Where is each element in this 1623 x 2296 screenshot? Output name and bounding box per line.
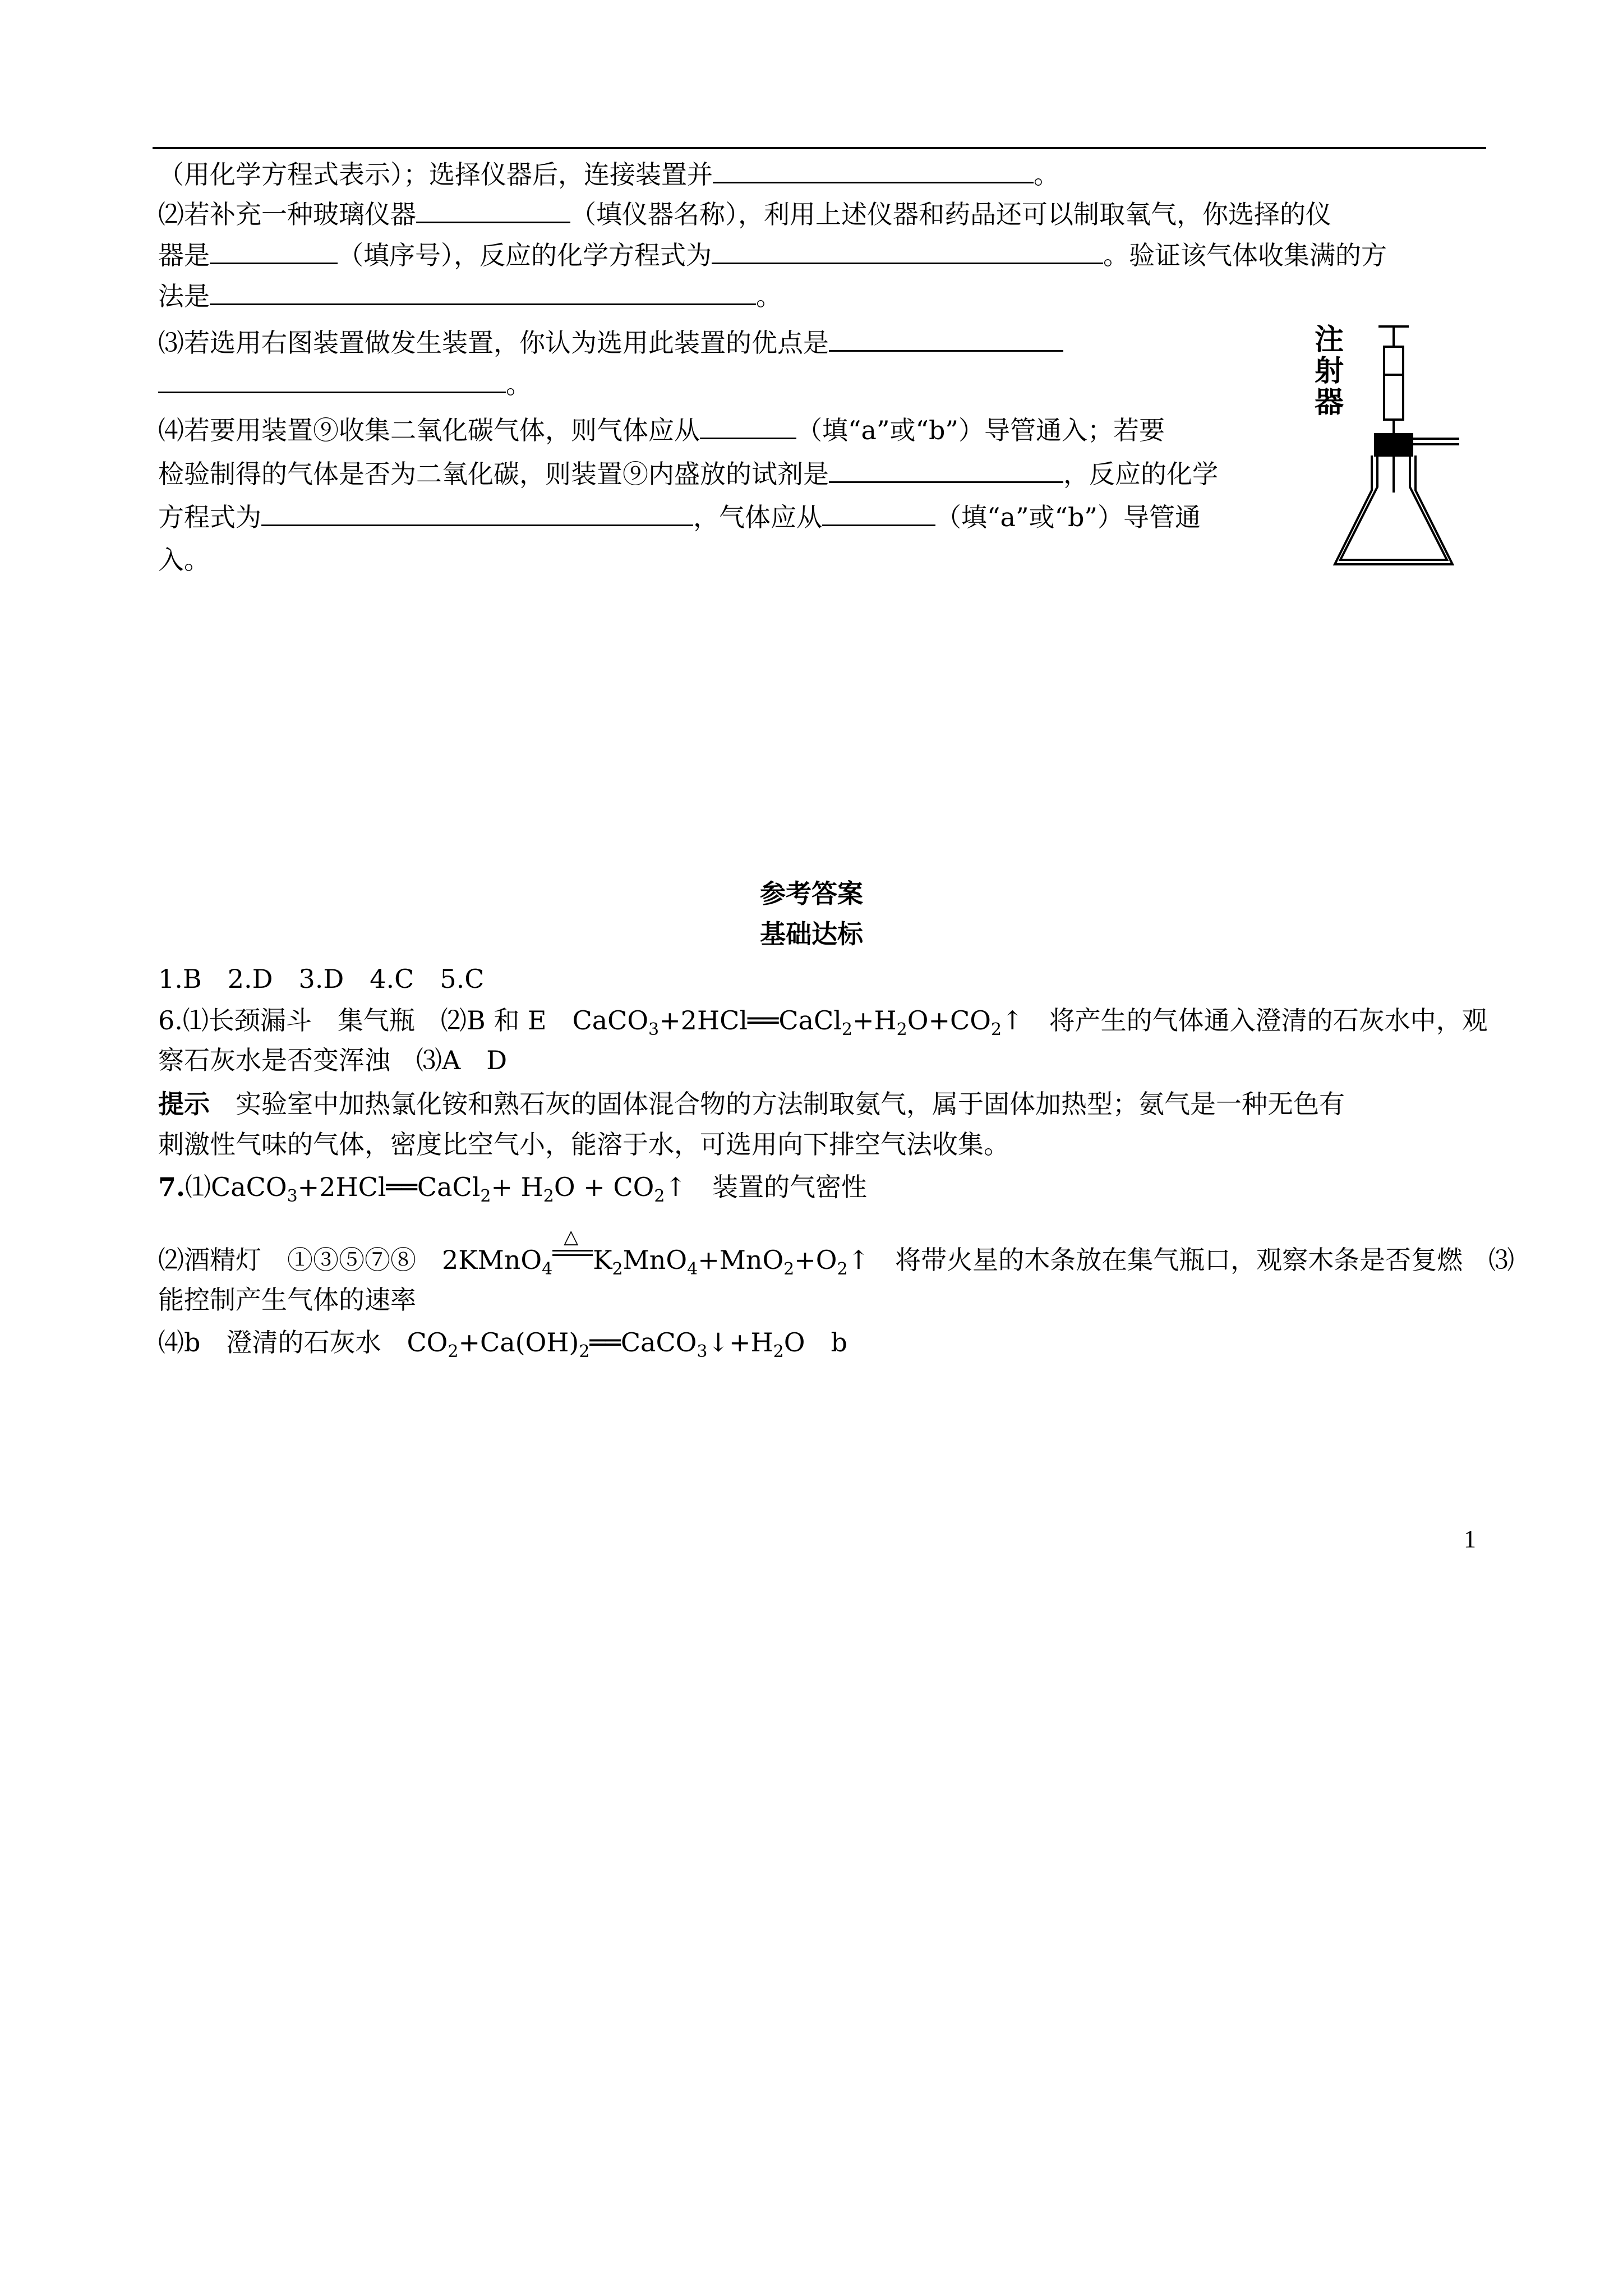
top-rule	[153, 147, 1486, 149]
text: 方程式为	[158, 502, 261, 532]
exercise-line-5	[158, 329, 1063, 356]
answer-blank	[700, 416, 796, 439]
answer-line-1-5: 1.B 2.D 3.D 4.C 5.C	[158, 964, 485, 994]
answer-blank	[210, 282, 756, 305]
text: ，反应的化学	[1063, 459, 1218, 489]
text: （填“a”或“b”）导管通	[935, 502, 1201, 532]
exercise-line-2	[158, 200, 1331, 227]
text: +2HCl══CaCl	[297, 1172, 481, 1202]
text: （填“a”或“b”）导管通入；若要	[796, 415, 1165, 445]
answer-line-6a	[158, 1005, 1488, 1039]
text: +H	[852, 1005, 897, 1036]
subscript: 2	[990, 1020, 1002, 1039]
figure-label-char: 器	[1314, 386, 1344, 420]
text: ↓+H	[707, 1327, 773, 1358]
text: ══CaCO	[589, 1327, 697, 1358]
answer-line-7a	[158, 1172, 867, 1206]
text: 入。	[158, 545, 210, 575]
text: ↑ 装置的气密性	[665, 1172, 867, 1202]
text: （填仪器名称），利用上述仪器和药品还可以制取氧气，你选择的仪	[570, 199, 1331, 229]
text: 检验制得的气体是否为二氧化碳，则装置⑨内盛放的试剂是	[158, 459, 829, 489]
text: （填序号），反应的化学方程式为	[338, 240, 712, 270]
text: 。验证该气体收集满的方	[1103, 240, 1387, 270]
text: +2HCl══CaCl	[659, 1005, 842, 1036]
answer-line-6b: 察石灰水是否变浑浊 ⑶A D	[158, 1045, 508, 1075]
answers-title: 参考答案	[760, 878, 863, 909]
subscript: 2	[543, 1186, 554, 1206]
heating-condition	[552, 1226, 593, 1269]
syringe-flask-figure	[1312, 324, 1469, 571]
answer-line-7b	[158, 1226, 1515, 1279]
equals-bar	[552, 1254, 593, 1256]
subscript: 4	[542, 1259, 553, 1279]
text: +O	[794, 1245, 837, 1275]
figure-label-char: 射	[1314, 355, 1344, 388]
hint-line-1	[158, 1091, 1345, 1117]
answer-blank	[158, 370, 506, 393]
subscript: 2	[612, 1259, 623, 1279]
text: 。	[506, 369, 532, 399]
text: ⑴CaCO	[185, 1172, 287, 1202]
subscript: 3	[697, 1342, 708, 1361]
answer-blank	[712, 241, 1103, 264]
answer-blank	[713, 160, 1034, 183]
text: K	[593, 1245, 612, 1275]
text: 器是	[158, 240, 210, 270]
subscript: 3	[287, 1186, 298, 1206]
answer-blank	[829, 329, 1063, 352]
text: 实验室中加热氯化铵和熟石灰的固体混合物的方法制取氨气，属于固体加热型；氨气是一种无色有	[210, 1089, 1345, 1119]
text: 6.⑴长颈漏斗 集气瓶 ⑵B 和 E CaCO	[158, 1005, 649, 1036]
text: O + CO	[554, 1172, 654, 1202]
text: ⑷b 澄清的石灰水 CO	[158, 1327, 448, 1358]
answer-line-7d	[158, 1327, 847, 1361]
exercise-line-1	[158, 159, 1059, 190]
text: ⑵若补充一种玻璃仪器	[158, 199, 416, 229]
answer-blank	[822, 503, 935, 526]
subscript: 2	[841, 1020, 852, 1039]
text: MnO	[623, 1245, 688, 1275]
text: ↑ 将产生的气体通入澄清的石灰水中，观	[1002, 1005, 1488, 1036]
subscript: 2	[896, 1020, 907, 1039]
subscript: 3	[648, 1020, 660, 1039]
page-number: 1	[1464, 1525, 1476, 1553]
answer-blank	[416, 200, 570, 223]
answer-blank	[829, 460, 1063, 483]
subscript: 2	[448, 1342, 459, 1361]
exercise-line-7	[158, 416, 1165, 443]
exercise-line-3	[158, 241, 1387, 268]
subscript: 2	[773, 1342, 784, 1361]
text: ⑷若要用装置⑨收集二氧化碳气体，则气体应从	[158, 415, 700, 445]
figure-label-char: 注	[1314, 323, 1344, 357]
text: O b	[783, 1327, 847, 1358]
text: 法是	[158, 281, 210, 311]
text: ⑵酒精灯 ①③⑤⑦⑧ 2KMnO	[158, 1245, 542, 1275]
answers-subtitle: 基础达标	[760, 919, 863, 949]
text: + H	[491, 1172, 543, 1202]
subscript: 2	[837, 1259, 848, 1279]
text: 。	[1034, 159, 1059, 190]
subscript: 2	[654, 1186, 665, 1206]
text: O+CO	[907, 1005, 991, 1036]
exercise-line-8	[158, 460, 1218, 487]
hint-line-2: 刺激性气味的气体，密度比空气小，能溶于水，可选用向下排空气法收集。	[158, 1129, 1009, 1159]
exercise-line-4	[158, 282, 782, 309]
answer-blank	[261, 503, 693, 526]
text: ⑶若选用右图装置做发生装置，你认为选用此装置的优点是	[158, 328, 829, 358]
exercise-line-10	[158, 547, 210, 573]
text: ，气体应从	[693, 502, 822, 532]
text: （用化学方程式表示）；选择仪器后，连接装置并	[158, 159, 713, 190]
question-number: 7.	[158, 1172, 186, 1202]
answer-line-7c: 能控制产生气体的速率	[158, 1285, 416, 1315]
text: +Ca(OH)	[458, 1327, 579, 1358]
subscript: 4	[687, 1259, 698, 1279]
exercise-line-6	[158, 370, 532, 397]
answer-blank	[210, 241, 338, 264]
figure-label	[1312, 324, 1346, 418]
text: +MnO	[698, 1245, 784, 1275]
subscript: 2	[783, 1259, 795, 1279]
text: ↑ 将带火星的木条放在集气瓶口，观察木条是否复燃 ⑶	[847, 1245, 1515, 1275]
exercise-line-9	[158, 503, 1201, 530]
equals-bar	[552, 1250, 593, 1251]
subscript: 2	[579, 1342, 590, 1361]
hint-label: 提示	[158, 1089, 210, 1119]
heat-triangle-icon: △	[564, 1226, 579, 1248]
subscript: 2	[480, 1186, 491, 1206]
text: 。	[756, 281, 782, 311]
